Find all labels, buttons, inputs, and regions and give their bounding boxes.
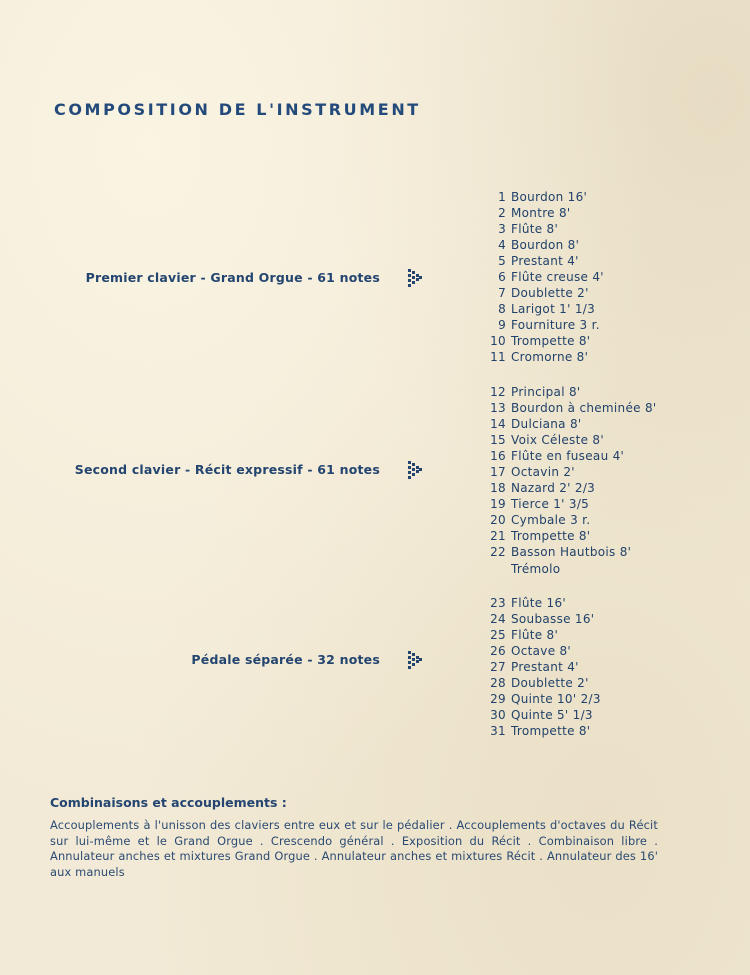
stop-item: 12 Principal 8' — [490, 385, 581, 399]
stop-item: 1 Bourdon 16' — [498, 190, 588, 204]
arrow-right-icon — [407, 267, 423, 291]
stop-item: 21 Trompette 8' — [490, 529, 591, 543]
combinations-title: Combinaisons et accouplements : — [50, 795, 287, 810]
stop-item: 23 Flûte 16' — [490, 596, 567, 610]
stop-item: 22 Basson Hautbois 8' — [490, 545, 632, 559]
stop-item: 9 Fourniture 3 r. — [498, 318, 600, 332]
stop-item: 11 Cromorne 8' — [490, 350, 589, 364]
stop-item: 7 Doublette 2' — [498, 286, 589, 300]
stop-item: 19 Tierce 1' 3/5 — [490, 497, 590, 511]
combinations-text: Accouplements à l'unisson des claviers entre eux et sur le pédalier . Accouplements d'octaves du Récit sur lui-même et le Grand Orgue . Crescendo général . Exposition du Récit . Combinaison libre . Annulateur anches et mixtures Grand Orgue . Annulateur anches et mixtures Récit . Annulateur des 16' aux manuels — [50, 818, 658, 879]
stop-item: 26 Octave 8' — [490, 644, 572, 658]
stop-item: 5 Prestant 4' — [498, 254, 579, 268]
arrow-right-icon — [407, 649, 423, 673]
stop-item: 6 Flûte creuse 4' — [498, 270, 604, 284]
stop-list-pedale — [468, 595, 601, 739]
stop-item: 17 Octavin 2' — [490, 465, 575, 479]
stop-item: 10 Trompette 8' — [490, 334, 591, 348]
stop-item: 20 Cymbale 3 r. — [490, 513, 591, 527]
stop-item: 2 Montre 8' — [498, 206, 571, 220]
stop-item: 27 Prestant 4' — [490, 660, 579, 674]
stop-item: 29 Quinte 10' 2/3 — [490, 692, 601, 706]
stop-item: 30 Quinte 5' 1/3 — [490, 708, 593, 722]
stop-item: 8 Larigot 1' 1/3 — [498, 302, 596, 316]
division-label-recit: Second clavier - Récit expressif - 61 notes — [74, 462, 380, 477]
division-label-grand-orgue: Premier clavier - Grand Orgue - 61 notes — [85, 270, 380, 285]
stop-item: 15 Voix Céleste 8' — [490, 433, 604, 447]
stop-list-recit — [468, 384, 656, 577]
division-label-pedale: Pédale séparée - 32 notes — [191, 652, 380, 667]
stop-item: 4 Bourdon 8' — [498, 238, 580, 252]
arrow-right-icon — [407, 459, 423, 483]
tremolo-label: Trémolo — [511, 562, 561, 576]
stop-item: 16 Flûte en fuseau 4' — [490, 449, 625, 463]
stop-item: 25 Flûte 8' — [490, 628, 559, 642]
stop-item: 24 Soubasse 16' — [490, 612, 595, 626]
stop-item: 3 Flûte 8' — [498, 222, 559, 236]
stop-item: 13 Bourdon à cheminée 8' — [490, 401, 657, 415]
page-title: COMPOSITION DE L'INSTRUMENT — [54, 100, 421, 119]
stop-list-grand-orgue — [468, 189, 604, 365]
stop-item: 31 Trompette 8' — [490, 724, 591, 738]
stop-item: 18 Nazard 2' 2/3 — [490, 481, 596, 495]
stop-item: 14 Dulciana 8' — [490, 417, 582, 431]
stop-item: 28 Doublette 2' — [490, 676, 589, 690]
